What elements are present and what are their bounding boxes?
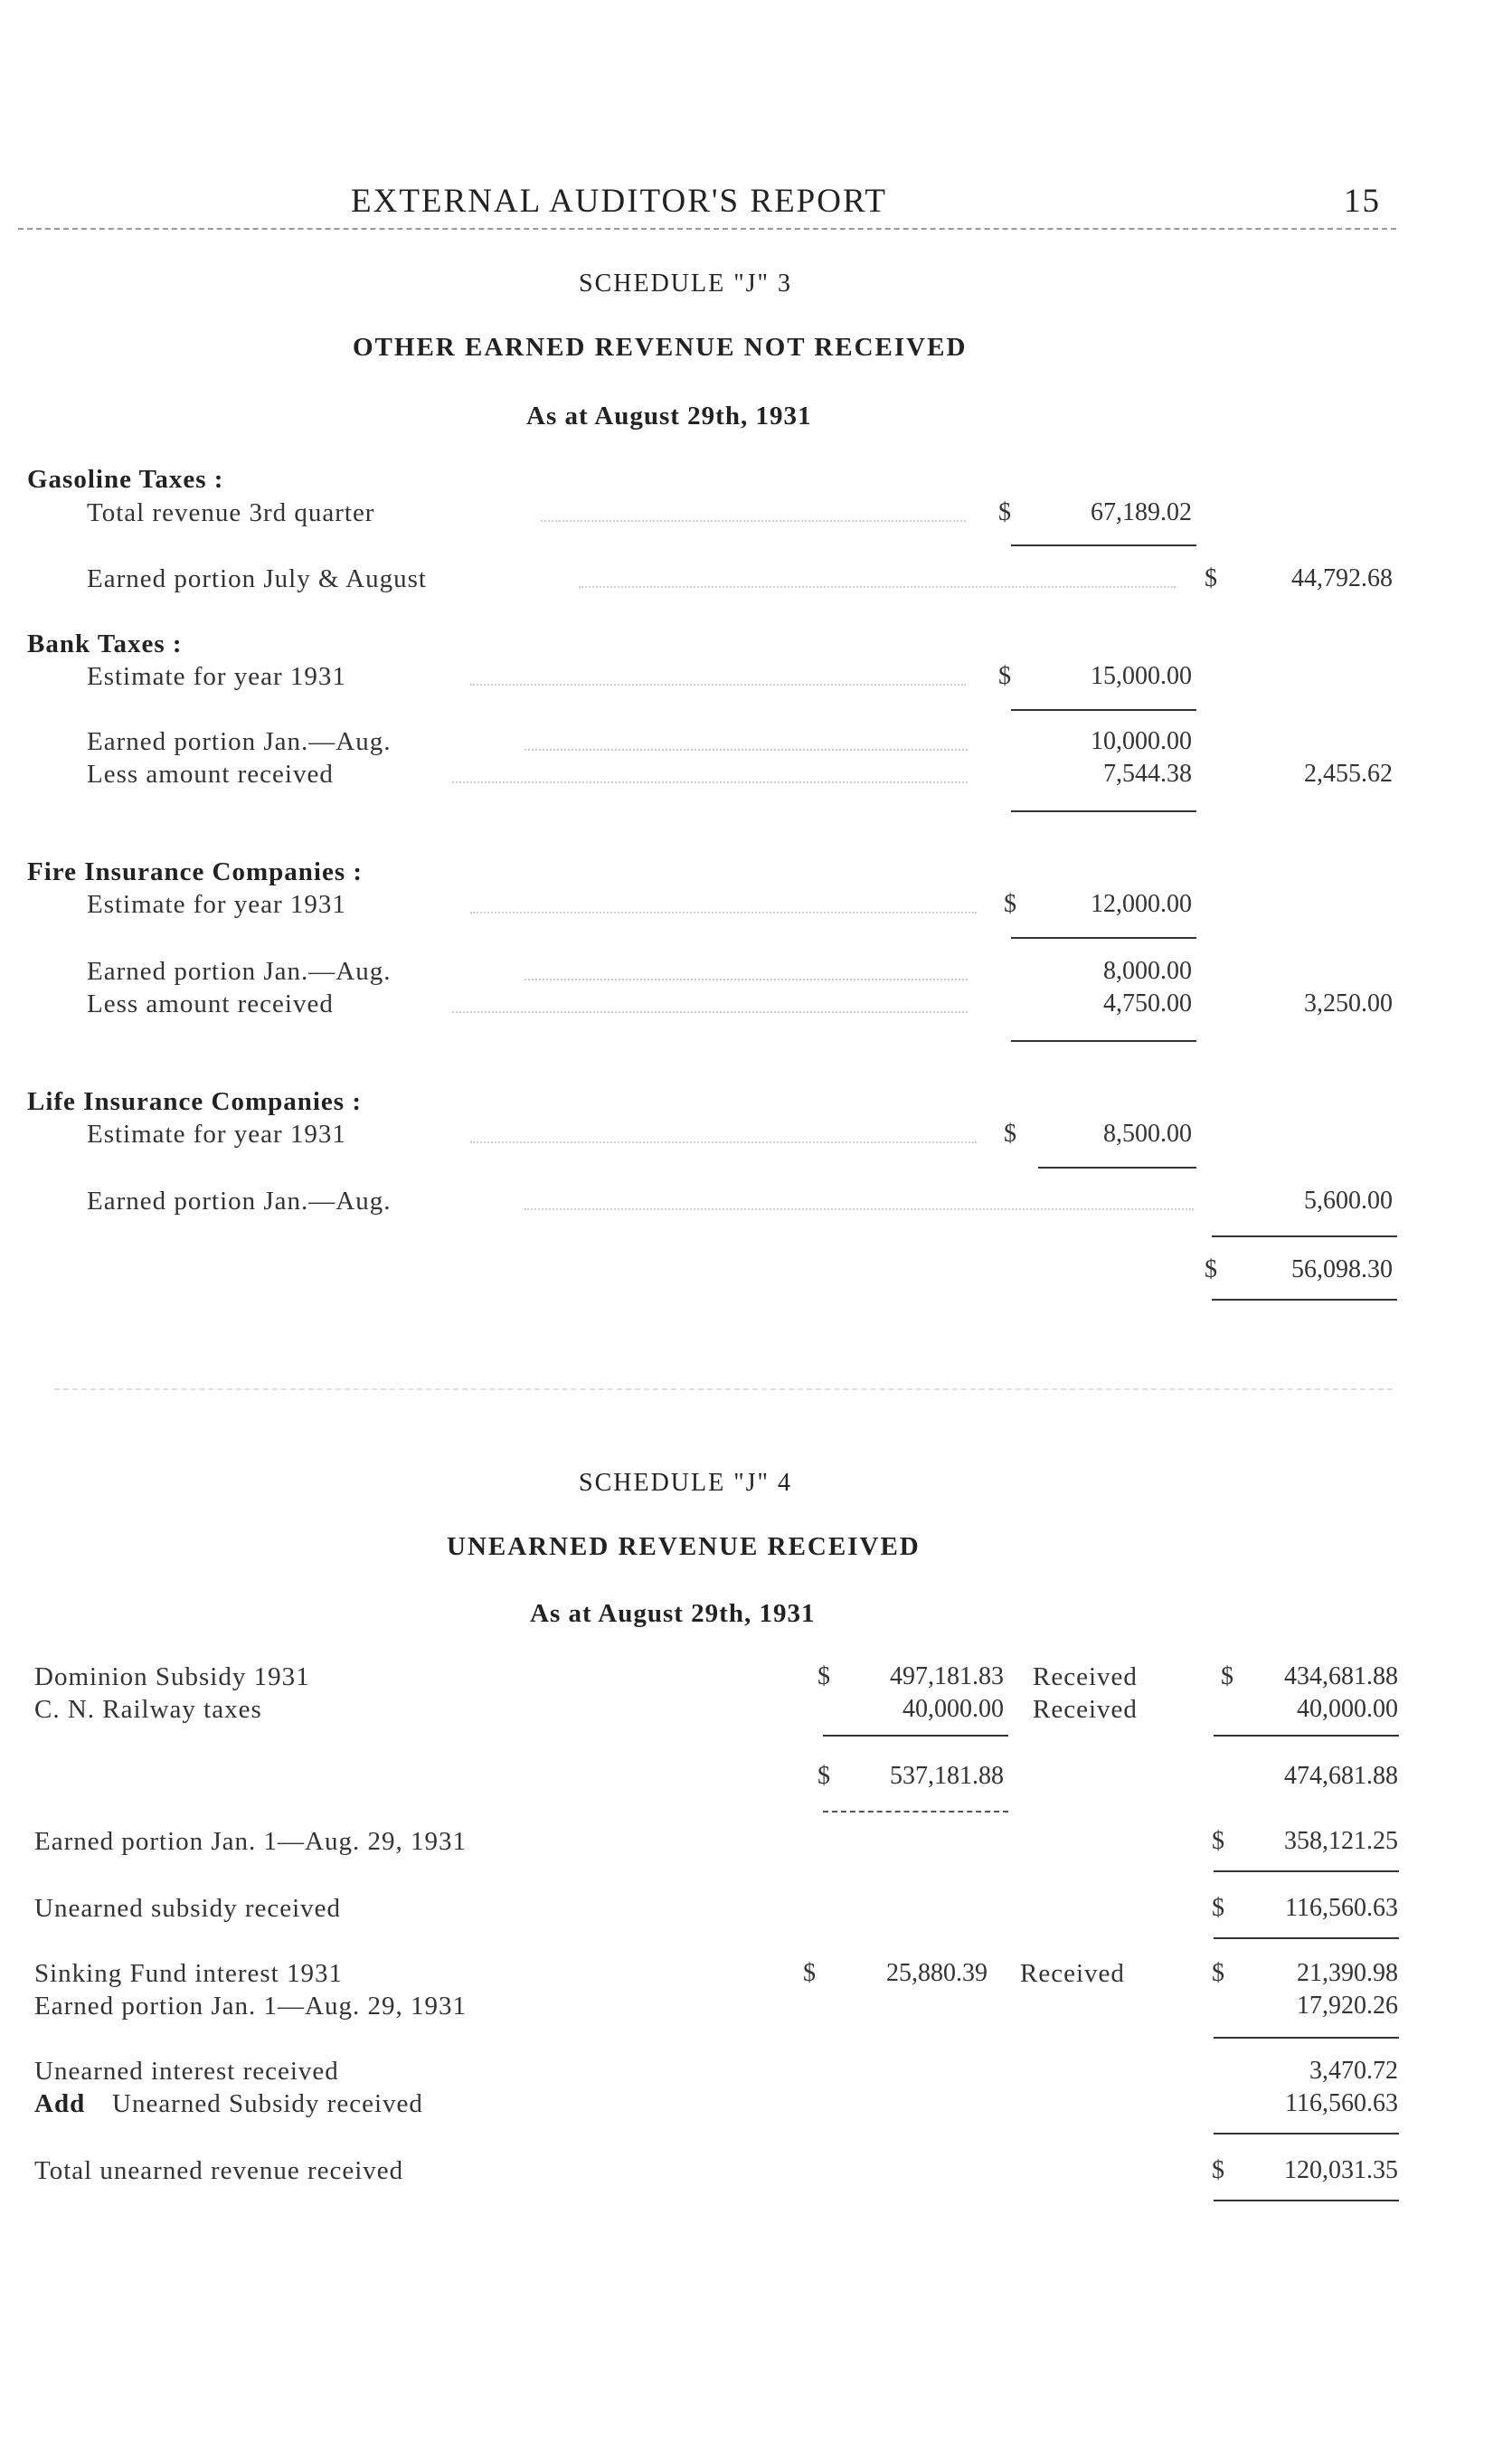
schedule-subtitle: UNEARNED REVENUE RECEIVED [447, 1532, 921, 1561]
amount: 44,792.68 [1291, 564, 1393, 592]
leader-dots [579, 586, 1176, 588]
page-number: 15 [1344, 183, 1381, 220]
amount: 116,560.63 [1285, 2089, 1398, 2117]
underline [1214, 1937, 1399, 1939]
header-rule [18, 228, 1396, 230]
add-keyword: Add [34, 2089, 86, 2118]
amount: 537,181.88 [890, 1762, 1004, 1790]
amount: 4,750.00 [1103, 989, 1192, 1018]
leader-dots [524, 749, 968, 751]
row-label: Estimate for year 1931 [87, 662, 346, 691]
amount: 474,681.88 [1284, 1762, 1398, 1790]
section-heading: Fire Insurance Companies : [27, 857, 364, 886]
row-label: Earned portion Jan.—Aug. [87, 957, 392, 986]
row-label: Earned portion Jan.—Aug. [87, 727, 392, 756]
amount: 358,121.25 [1284, 1827, 1398, 1855]
row-label: Unearned subsidy received [34, 1894, 342, 1923]
underline [1011, 544, 1196, 546]
row-label: Earned portion Jan. 1—Aug. 29, 1931 [34, 1992, 467, 2021]
amount: 15,000.00 [1091, 662, 1192, 690]
schedule-date: As at August 29th, 1931 [526, 402, 812, 431]
amount: 25,880.39 [886, 1959, 988, 1987]
dollar-sign: $ [1212, 1827, 1224, 1855]
dollar-sign: $ [998, 498, 1011, 526]
underline [1011, 709, 1196, 711]
dollar-sign: $ [1212, 1959, 1224, 1987]
section-heading: Life Insurance Companies : [27, 1087, 362, 1116]
schedule-title: SCHEDULE "J" 3 [579, 270, 792, 298]
dollar-sign: $ [1205, 564, 1217, 592]
status-text: Received [1020, 1959, 1125, 1988]
underline [1214, 1735, 1399, 1737]
page-title: EXTERNAL AUDITOR'S REPORT [351, 183, 888, 220]
leader-dots [541, 520, 966, 522]
underline [1038, 1167, 1196, 1169]
status-text: Received [1033, 1695, 1138, 1724]
amount: 3,470.72 [1309, 2057, 1398, 2085]
amount: 434,681.88 [1284, 1662, 1398, 1690]
amount: 12,000.00 [1091, 890, 1192, 918]
amount: 497,181.83 [890, 1662, 1004, 1690]
amount: 8,500.00 [1103, 1120, 1192, 1148]
section-heading: Gasoline Taxes : [27, 465, 224, 494]
row-label: Total revenue 3rd quarter [87, 498, 375, 527]
total-amount: 120,031.35 [1284, 2156, 1398, 2184]
amount: 21,390.98 [1297, 1959, 1398, 1987]
dollar-sign: $ [817, 1662, 830, 1690]
row-label: Less amount received [87, 989, 334, 1018]
leader-dots [452, 781, 968, 783]
leader-dots [452, 1011, 968, 1013]
amount: 10,000.00 [1091, 727, 1192, 755]
row-label: Sinking Fund interest 1931 [34, 1959, 343, 1988]
amount: 17,920.26 [1297, 1992, 1398, 2020]
row-label: Less amount received [87, 760, 334, 789]
underline [1011, 1040, 1196, 1042]
dollar-sign: $ [998, 662, 1011, 690]
section-heading: Bank Taxes : [27, 629, 183, 658]
leader-dots [470, 1141, 977, 1143]
dollar-sign: $ [1205, 1255, 1217, 1283]
row-label: Unearned Subsidy received [112, 2089, 423, 2118]
row-label: Earned portion Jan.—Aug. [87, 1187, 392, 1216]
amount: 40,000.00 [902, 1695, 1004, 1723]
row-label: Earned portion July & August [87, 564, 427, 593]
underline [1214, 1870, 1399, 1872]
double-underline [1214, 2200, 1399, 2201]
row-label: C. N. Railway taxes [34, 1695, 262, 1724]
underline [823, 1735, 1008, 1737]
status-text: Received [1033, 1662, 1138, 1691]
leader-dots [524, 1208, 1194, 1210]
leader-dots [470, 684, 966, 686]
double-underline [1212, 1299, 1397, 1301]
dollar-sign: $ [817, 1762, 830, 1790]
schedule-subtitle: OTHER EARNED REVENUE NOT RECEIVED [353, 333, 968, 362]
amount: 2,455.62 [1304, 760, 1393, 788]
row-label: Unearned interest received [34, 2057, 339, 2086]
schedule-date: As at August 29th, 1931 [530, 1599, 816, 1628]
dollar-sign: $ [803, 1959, 816, 1987]
amount: 67,189.02 [1091, 498, 1192, 526]
amount: 8,000.00 [1103, 957, 1192, 985]
amount: 116,560.63 [1285, 1894, 1398, 1922]
row-label: Estimate for year 1931 [87, 1120, 346, 1149]
underline [1011, 810, 1196, 812]
row-label: Total unearned revenue received [34, 2156, 404, 2185]
dollar-sign: $ [1221, 1662, 1233, 1690]
underline [1214, 2133, 1399, 2134]
amount: 5,600.00 [1304, 1187, 1393, 1215]
leader-dots [524, 979, 968, 980]
row-label: Estimate for year 1931 [87, 890, 346, 919]
dollar-sign: $ [1212, 2156, 1224, 2184]
row-label: Dominion Subsidy 1931 [34, 1662, 310, 1691]
schedule-title: SCHEDULE "J" 4 [579, 1469, 792, 1497]
dollar-sign: $ [1004, 890, 1016, 918]
dollar-sign: $ [1212, 1894, 1224, 1922]
section-divider [54, 1388, 1393, 1390]
underline [1212, 1235, 1397, 1237]
amount: 3,250.00 [1304, 989, 1393, 1018]
leader-dots [470, 912, 977, 913]
amount: 40,000.00 [1297, 1695, 1398, 1723]
amount: 7,544.38 [1103, 760, 1192, 788]
underline [1214, 2037, 1399, 2039]
row-label: Earned portion Jan. 1—Aug. 29, 1931 [34, 1827, 467, 1856]
underline [1011, 937, 1196, 939]
total-amount: 56,098.30 [1291, 1255, 1393, 1283]
dollar-sign: $ [1004, 1120, 1016, 1148]
underline [823, 1811, 1008, 1813]
